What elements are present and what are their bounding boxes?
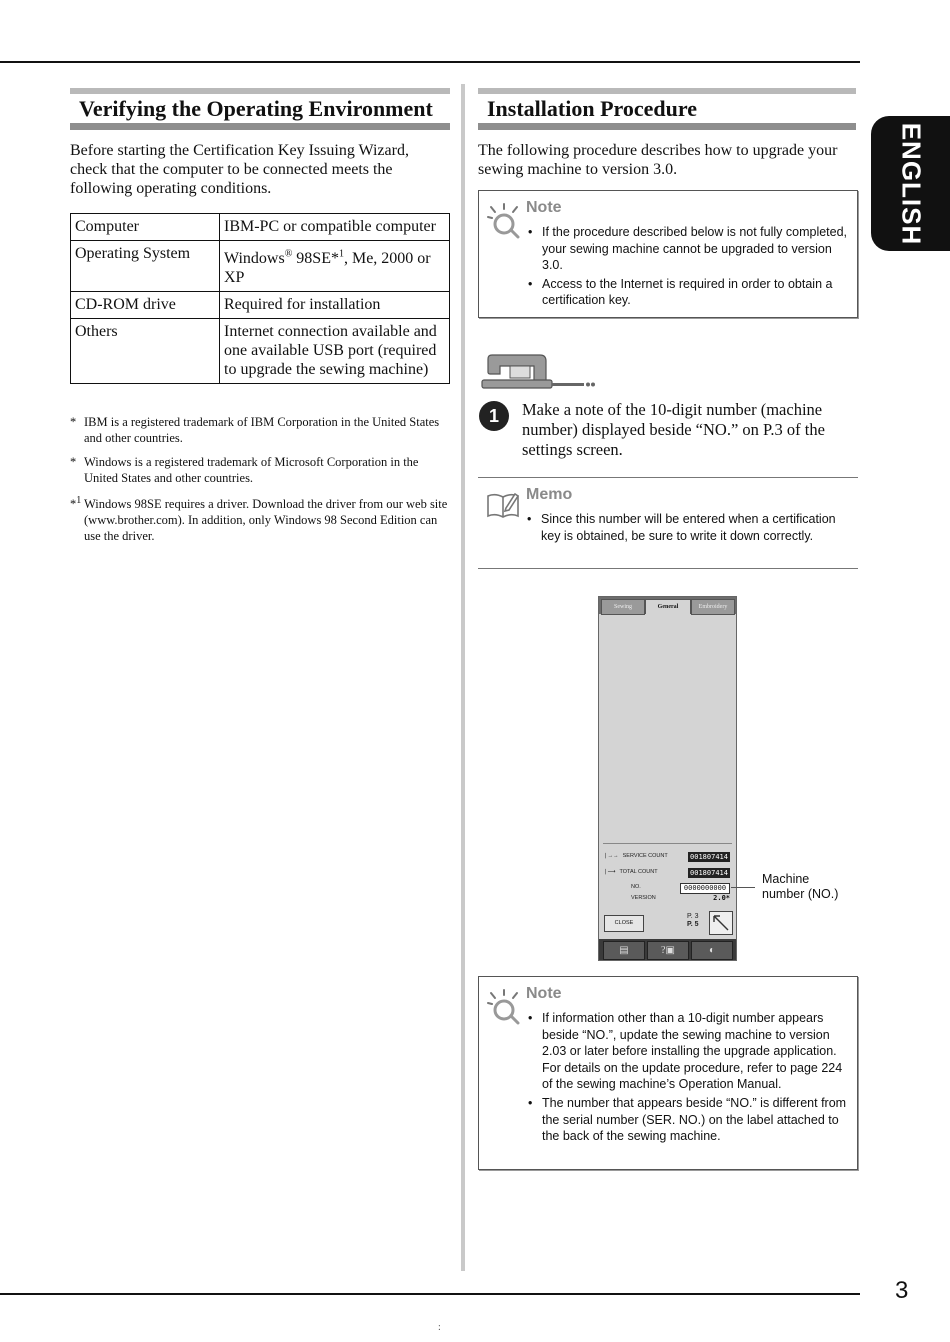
- language-tab-label: ENGLISH: [896, 122, 926, 245]
- footnote-mark: *: [70, 415, 77, 429]
- step-number-badge: 1: [479, 401, 509, 431]
- language-tab: [871, 116, 950, 251]
- screen-divider: [603, 843, 732, 844]
- callout-line: [731, 887, 755, 888]
- right-intro: The following procedure describes how to upgrade your sewing machine to version 3.0.: [478, 142, 838, 178]
- list-item: • If the procedure described below is not fully completed, your sewing machine cannot be upgraded to version 3.0.: [528, 224, 850, 274]
- memo-list: [527, 511, 849, 544]
- note-bulb-icon: [487, 203, 521, 239]
- table-cell-value: Windows® 98SE*$^1$, Me, 2000 or XP: [220, 241, 450, 292]
- page-turn-button[interactable]: [709, 911, 733, 935]
- table-cell-value: Required for installation: [220, 292, 450, 319]
- table-row: [71, 241, 450, 292]
- table-row: [71, 292, 450, 319]
- footnote-text: IBM is a registered trademark of IBM Corporation in the United States and other countries.: [84, 415, 440, 445]
- right-section-heading: [478, 88, 856, 130]
- note-title: Note: [526, 199, 562, 216]
- note-box-2: [478, 976, 858, 1170]
- column-divider: [461, 84, 465, 1271]
- environment-table: [70, 213, 450, 384]
- footnote-mark: *$^1$: [70, 494, 82, 511]
- footnote-text: Windows 98SE requires a driver. Download the driver from our web site (www.brother.com). In addition, only Windows 98 Second Edition can use the driver.: [84, 497, 448, 543]
- table-row: [71, 319, 450, 384]
- table-cell-value: IBM-PC or compatible computer: [220, 214, 450, 241]
- note-title: Note: [526, 985, 562, 1002]
- page-indicator: P. 3 P. 5: [687, 913, 699, 928]
- machine-no-label: NO.: [631, 884, 641, 890]
- tab-embroidery[interactable]: Embroidery: [691, 599, 735, 615]
- table-cell-label: Others: [71, 319, 220, 384]
- machine-icon[interactable]: ◐: [691, 941, 733, 960]
- sewing-machine-icon: [480, 352, 598, 394]
- table-cell-label: CD-ROM drive: [71, 292, 220, 319]
- footer-mark: :: [438, 1322, 441, 1333]
- table-row: [71, 214, 450, 241]
- version-label: VERSION: [631, 895, 656, 901]
- page-number: 3: [895, 1277, 909, 1304]
- list-item: • Since this number will be entered when a certification key is obtained, be sure to write it down correctly.: [527, 512, 836, 543]
- note-box: [478, 190, 858, 318]
- bottom-rule: [0, 1293, 860, 1295]
- settings-screen: [598, 596, 737, 961]
- footnote: [70, 496, 450, 544]
- machine-number-callout: Machine number (NO.): [762, 872, 839, 901]
- service-count-row: ❘→→ SERVICE COUNT: [603, 853, 668, 859]
- left-heading-text: Verifying the Operating Environment: [79, 96, 433, 121]
- total-count-value: 001807414: [688, 868, 730, 878]
- note-list: [528, 224, 850, 311]
- tab-general[interactable]: General: [645, 599, 691, 614]
- right-heading-text: Installation Procedure: [487, 96, 698, 121]
- note-bulb-icon: [487, 989, 521, 1025]
- memo-title: Memo: [526, 486, 573, 503]
- memo-box: [478, 477, 858, 569]
- version-value: 2.0*: [713, 894, 730, 902]
- close-button[interactable]: CLOSE: [604, 915, 644, 932]
- settings-icon[interactable]: ▤: [603, 941, 645, 960]
- table-cell-label: Operating System: [71, 241, 220, 292]
- footnote: [70, 454, 450, 486]
- tab-sewing[interactable]: Sewing: [601, 599, 645, 615]
- list-item: • If information other than a 10-digit number appears beside “NO.”, update the sewing machine to version 2.03 or later before installing the upgrade application. For details on the update procedure, refer to page 224 of the sewing machine’s Operation Manual.: [528, 1010, 852, 1093]
- note-list: [528, 1010, 852, 1147]
- footnote: [70, 414, 450, 446]
- step-text: Make a note of the 10-digit number (machine number) displayed beside “NO.” on P.3 of the settings screen.: [522, 400, 825, 459]
- left-intro: Before starting the Certification Key Issuing Wizard, check that the computer to be connected meets the following operating conditions.: [70, 142, 409, 197]
- list-item: • Access to the Internet is required in order to obtain a certification key.: [528, 276, 850, 309]
- machine-no-value: 0000000000: [680, 883, 730, 894]
- list-item: • The number that appears beside “NO.” is different from the serial number (SER. NO.) on the label attached to the back of the sewing machine.: [528, 1095, 852, 1145]
- service-count-value: 001807414: [688, 852, 730, 862]
- screen-tab-bar: [599, 597, 736, 614]
- total-count-row: ❘⟶ TOTAL COUNT: [603, 869, 658, 875]
- page-arrow-icon: [710, 912, 732, 934]
- left-section-heading: [70, 88, 450, 130]
- help-icon[interactable]: ?▣: [647, 941, 689, 960]
- table-cell-label: Computer: [71, 214, 220, 241]
- table-cell-value: Internet connection available and one available USB port (required to upgrade the sewing machine): [220, 319, 450, 384]
- memo-notebook-icon: [486, 490, 520, 520]
- screen-bottom-bar: [599, 939, 736, 960]
- top-rule: [0, 61, 860, 63]
- footnote-mark: *: [70, 455, 77, 469]
- footnote-text: Windows is a registered trademark of Microsoft Corporation in the United States and other countries.: [84, 455, 419, 485]
